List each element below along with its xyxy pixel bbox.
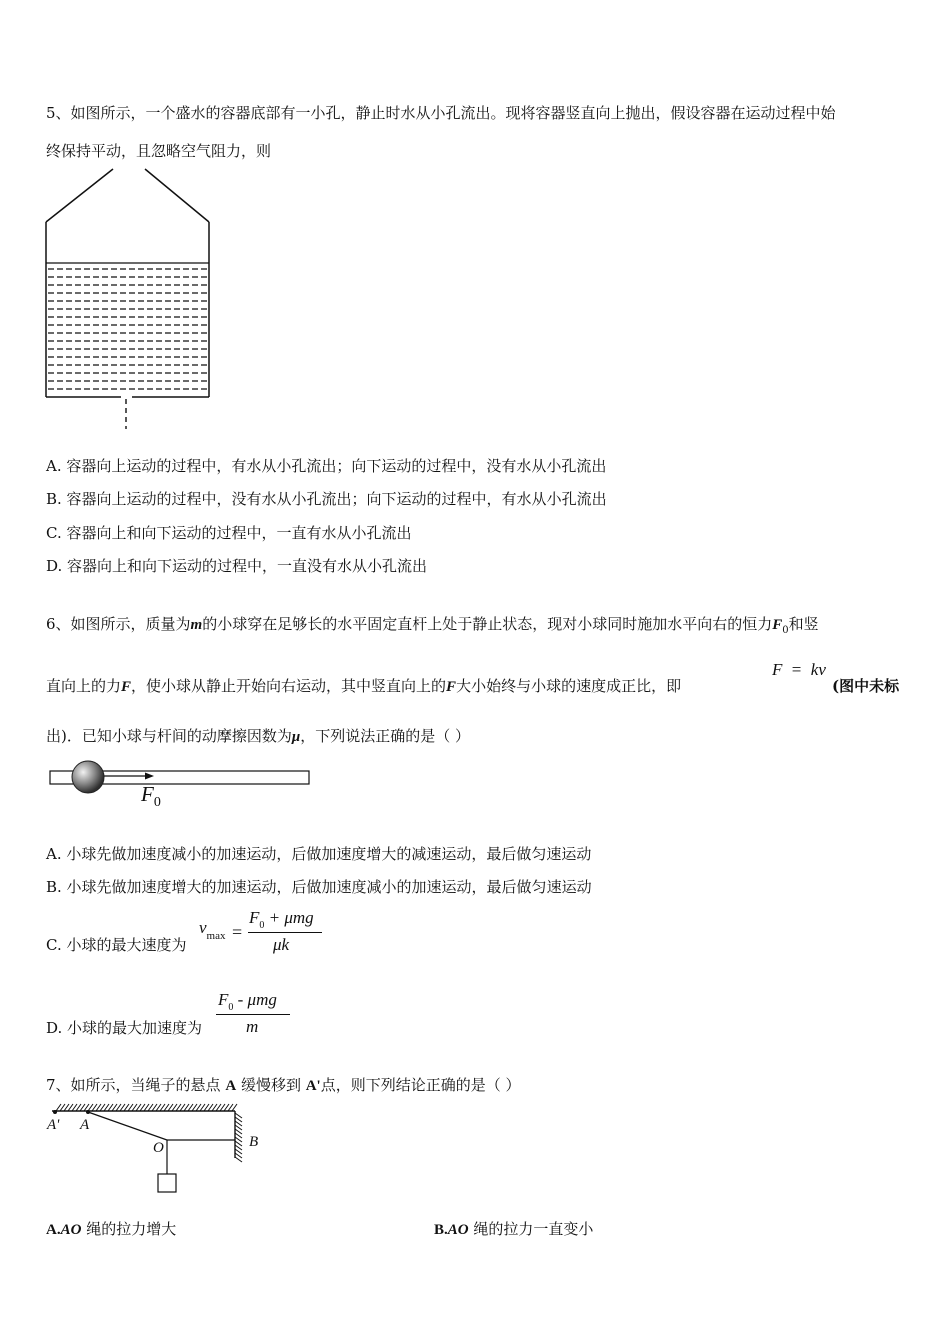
q6-text: 出)．已知小球与杆间的动摩擦因数为 xyxy=(46,727,292,745)
formula-kv: kv xyxy=(810,660,826,679)
q7-stem xyxy=(46,1074,521,1095)
num-f: F xyxy=(249,908,260,927)
q6-option-d-numerator xyxy=(218,990,277,1013)
formula-eq: = xyxy=(791,660,802,679)
q5-option-c: C. 容器向上和向下运动的过程中，一直有水从小孔流出 xyxy=(46,524,412,542)
num-f-sub: 0 xyxy=(228,1002,234,1013)
q6-formula-f-kv xyxy=(772,660,826,680)
q6-option-b: B. 小球先做加速度增大的加速运动，后做加速度减小的加速运动，最后做匀速运动 xyxy=(46,878,592,896)
q6-symbol-f: F xyxy=(446,679,457,695)
q7-label-a-prime: A' xyxy=(47,1117,60,1133)
q7-option-a xyxy=(46,1218,176,1239)
formula-f: F xyxy=(772,660,783,679)
q7-label-o: O xyxy=(153,1140,164,1156)
q6-text: 大小始终与小球的速度成正比，即 xyxy=(456,677,682,695)
q6-symbol-f0: F xyxy=(772,617,783,633)
q6-option-c-denominator: μk xyxy=(273,935,290,954)
q6-option-a: A. 小球先做加速度减小的加速运动，后做加速度增大的减速运动，最后做匀速运动 xyxy=(46,845,592,863)
q6-figure-label-f0 xyxy=(141,782,161,810)
num-f-sub: 0 xyxy=(259,920,265,931)
q6-stem-line1 xyxy=(46,613,819,636)
opt-ao: AO xyxy=(60,1222,82,1238)
opt-text: 绳的拉力增大 xyxy=(81,1220,177,1238)
q6-option-d-denominator: m xyxy=(246,1017,259,1036)
q7-text: 7、如所示，当绳子的悬点 xyxy=(46,1076,226,1094)
q6-option-c-eq: = xyxy=(232,922,243,942)
q6-text: 和竖 xyxy=(788,615,819,633)
q6-option-c-text: C. 小球的最大速度为 xyxy=(46,936,187,954)
q5-option-d: D. 容器向上和向下运动的过程中，一直没有水从小孔流出 xyxy=(46,557,428,575)
opt-prefix: A. xyxy=(46,1222,61,1238)
q6-symbol-f0-sub: 0 xyxy=(782,625,789,636)
figure-f0-sub: 0 xyxy=(153,795,161,810)
opt-text: 绳的拉力一直变小 xyxy=(468,1220,594,1238)
q7-label-b: B xyxy=(249,1134,259,1150)
q6-symbol-mu: μ xyxy=(291,729,301,745)
q6-option-d-text: D. 小球的最大加速度为 xyxy=(46,1019,203,1037)
num-f: F xyxy=(218,990,229,1009)
q6-text: ，下列说法正确的是（ ） xyxy=(300,727,470,745)
q5-container-figure xyxy=(40,165,220,435)
num-rest: + μmg xyxy=(264,908,314,927)
vmax-v: v xyxy=(199,918,207,937)
opt-ao: AO xyxy=(447,1222,469,1238)
q6-rod-ball-figure xyxy=(46,760,316,810)
q6-stem-line2-end: (图中未标 xyxy=(832,677,900,695)
q6-option-c-vmax xyxy=(199,918,226,942)
q6-text: 的小球穿在足够长的水平固定直杆上处于静止状态，现对小球同时施加水平向右的恒力 xyxy=(202,615,773,633)
q5-stem-line1: 5、如图所示，一个盛水的容器底部有一小孔，静止时水从小孔流出。现将容器竖直向上抛出，假设容器在运动过程中始 xyxy=(46,104,836,122)
figure-f0-letter: F xyxy=(141,782,154,806)
q7-point-a-prime: A' xyxy=(305,1078,321,1094)
q5-option-a: A. 容器向上运动的过程中，有水从小孔流出；向下运动的过程中，没有水从小孔流出 xyxy=(46,457,607,475)
q7-text: 缓慢移到 xyxy=(236,1076,306,1094)
q7-text: 点，则下列结论正确的是（ ） xyxy=(320,1076,521,1094)
q5-option-b: B. 容器向上运动的过程中，没有水从小孔流出；向下运动的过程中，有水从小孔流出 xyxy=(46,490,607,508)
q6-option-d-fraction-bar xyxy=(216,1014,290,1015)
q6-text: ，使小球从静止开始向右运动，其中竖直向上的 xyxy=(131,677,447,695)
q6-symbol-f: F xyxy=(121,679,132,695)
q6-stem-line2 xyxy=(46,675,681,696)
q7-label-a: A xyxy=(80,1117,90,1133)
opt-prefix: B. xyxy=(434,1222,448,1238)
q7-point-a: A xyxy=(225,1078,237,1094)
num-rest: - μmg xyxy=(233,990,277,1009)
vmax-sub: max xyxy=(206,930,226,942)
q6-option-c-fraction-bar xyxy=(248,932,322,933)
q6-option-c-numerator xyxy=(249,908,314,931)
q6-stem-line3 xyxy=(46,725,470,746)
q6-text: 直向上的力 xyxy=(46,677,122,695)
q6-text: 6、如图所示，质量为 xyxy=(46,615,191,633)
q6-symbol-m: m xyxy=(190,617,203,633)
q5-stem-line2: 终保持平动，且忽略空气阻力，则 xyxy=(46,142,272,160)
q7-option-b xyxy=(434,1218,593,1239)
